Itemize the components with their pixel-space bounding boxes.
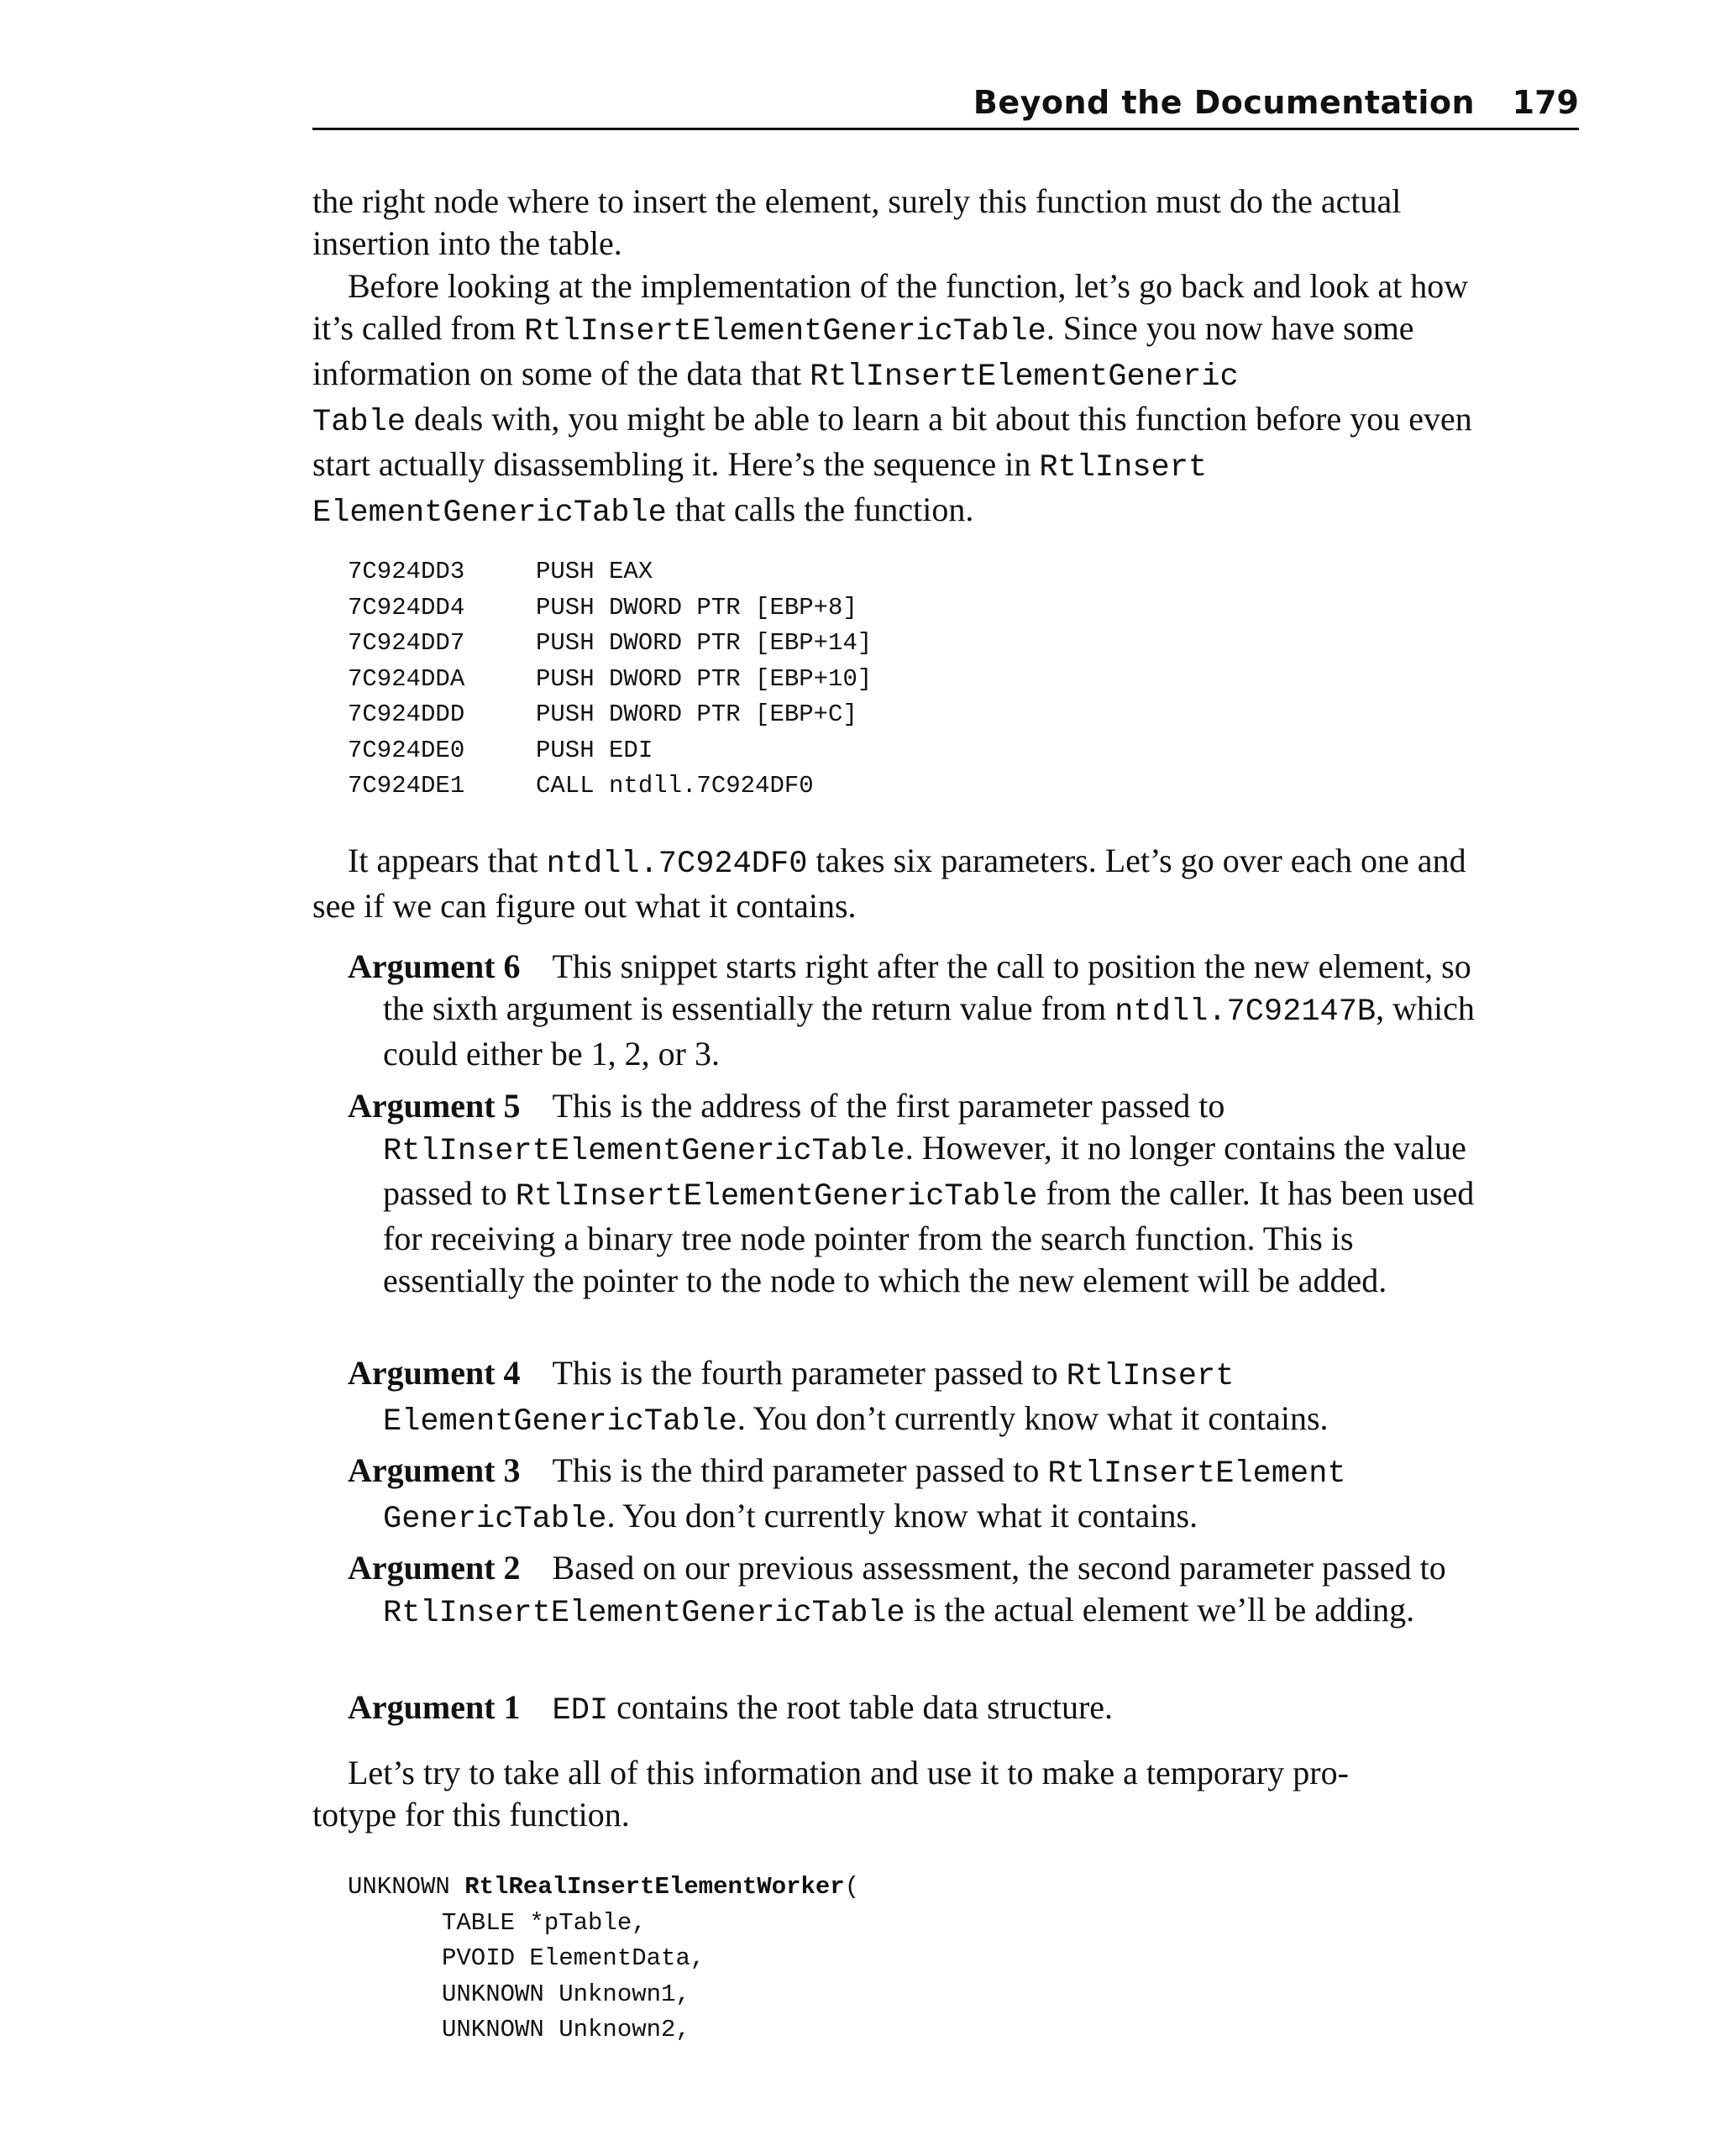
- code-instruction: PUSH DWORD PTR [EBP+C]: [536, 700, 857, 728]
- argument-3-item: [348, 1450, 1500, 1540]
- argument-label: Argument 4: [348, 1354, 521, 1392]
- paragraph-2: [312, 265, 1484, 534]
- argument-text: This is the fourth parameter passed to: [552, 1354, 1067, 1392]
- code-address: 7C924DD4: [348, 593, 465, 622]
- argument-text: , which could either be 1, 2, or 3.: [383, 989, 1475, 1073]
- argument-label: Argument 6: [348, 947, 521, 985]
- argument-4-item: [348, 1352, 1500, 1443]
- disassembly-listing: [348, 554, 872, 805]
- argument-text: This is the third parameter passed to: [552, 1451, 1048, 1489]
- code-line: [348, 590, 872, 627]
- prototype-param: [348, 1977, 859, 2013]
- code-address: 7C924DDA: [348, 664, 465, 693]
- code-instruction: PUSH DWORD PTR [EBP+10]: [536, 664, 873, 693]
- p2-code-1: RtlInsertElementGenericTable: [524, 314, 1046, 349]
- code-line: [348, 554, 872, 590]
- p4-text-2: totype for this function.: [312, 1796, 630, 1833]
- p2-text-1: Before looking at the implementation of the function, let’s go back and look at how it’s called from: [312, 267, 1469, 347]
- code-line: [348, 697, 872, 733]
- argument-code: RtlInsertElement: [1047, 1456, 1346, 1492]
- argument-text: from the caller. It has been used for receiving a binary tree node pointer from the search function. This is essentially the pointer to the node to which the new element will be added.: [383, 1174, 1475, 1299]
- prototype-param: [348, 1941, 859, 1977]
- paragraph-4: [312, 1752, 1484, 1836]
- argument-text: contains the root table data structure.: [608, 1688, 1114, 1726]
- argument-label: Argument 3: [348, 1451, 521, 1489]
- argument-1-item: [348, 1687, 1500, 1732]
- code-instruction: CALL ntdll.7C924DF0: [536, 772, 814, 800]
- p2-code-2b: Table: [312, 405, 406, 440]
- argument-text: Based on our previous assessment, the second parameter passed to: [552, 1549, 1446, 1587]
- code-line: [348, 662, 872, 698]
- argument-label: Argument 2: [348, 1549, 521, 1587]
- argument-code: GenericTable: [383, 1502, 607, 1537]
- code-address: 7C924DD3: [348, 558, 465, 585]
- argument-2-item: [348, 1547, 1500, 1634]
- argument-label: Argument 5: [348, 1087, 521, 1125]
- code-address: 7C924DE1: [348, 772, 465, 800]
- prototype-return-type: UNKNOWN: [348, 1873, 465, 1901]
- page-number: 179: [1512, 84, 1579, 121]
- p2-code-3a: RtlInsert: [1039, 450, 1208, 485]
- argument-code: RtlInsertElementGenericTable: [383, 1134, 905, 1169]
- p2-code-2a: RtlInsertElementGeneric: [810, 359, 1239, 395]
- p3-text-1: It appears that: [348, 842, 547, 879]
- prototype-param-text: PVOID ElementData,: [442, 1944, 705, 1972]
- prototype-function-name: RtlRealInsertElementWorker: [464, 1873, 845, 1901]
- argument-text: . However, it no longer contains the value passed to: [383, 1129, 1466, 1212]
- prototype-param: [348, 1906, 859, 1942]
- argument-text: This snippet starts right after the call to position the new element, so the sixth argument is essentially the return value from: [383, 947, 1471, 1027]
- argument-6-item: [348, 946, 1500, 1075]
- prototype-param-text: UNKNOWN Unknown2,: [442, 2016, 690, 2043]
- argument-code: EDI: [552, 1693, 609, 1728]
- code-instruction: PUSH DWORD PTR [EBP+14]: [536, 629, 873, 657]
- argument-label: Argument 1: [348, 1688, 521, 1726]
- argument-text: This is the address of the first parameter passed to: [552, 1087, 1225, 1125]
- code-address: 7C924DE0: [348, 736, 465, 764]
- running-header: [312, 81, 1579, 130]
- p3-code-1: ntdll.7C924DF0: [546, 847, 808, 882]
- argument-5-item: [348, 1085, 1500, 1302]
- prototype-open-paren: (: [844, 1873, 860, 1901]
- code-line: [348, 769, 872, 805]
- p3-text-2: takes six parameters. Let’s go over each one and see if we can figure out what it contains.: [312, 842, 1466, 925]
- p2-text-2: . Since you now have some information on some of the data that: [312, 309, 1414, 392]
- p2-text-3: deals with, you might be able to learn a bit about this function before you even start actually disassembling it. Here’s the sequence in: [312, 400, 1472, 483]
- code-instruction: PUSH EAX: [536, 558, 653, 585]
- paragraph-3: [312, 840, 1484, 927]
- argument-code: ntdll.7C92147B: [1114, 994, 1377, 1030]
- argument-text: . You don’t currently know what it contains.: [606, 1497, 1198, 1534]
- paragraph-1-text: the right node where to insert the element, surely this function must do the actual insertion into the table.: [312, 182, 1402, 262]
- argument-code: RtlInsert: [1066, 1359, 1235, 1394]
- code-address: 7C924DD7: [348, 629, 465, 657]
- prototype-signature: [348, 1870, 859, 1906]
- prototype-param: [348, 2012, 859, 2048]
- p2-text-4: that calls the function.: [666, 490, 974, 528]
- code-line: [348, 733, 872, 769]
- argument-text: . You don’t currently know what it contains.: [737, 1399, 1329, 1437]
- prototype-listing: [348, 1870, 859, 2048]
- paragraph-1: [312, 181, 1484, 265]
- argument-code: ElementGenericTable: [383, 1404, 737, 1440]
- argument-text: is the actual element we’ll be adding.: [905, 1591, 1415, 1629]
- argument-code: RtlInsertElementGenericTable: [383, 1596, 905, 1631]
- prototype-param-text: TABLE *pTable,: [442, 1908, 647, 1937]
- code-line: [348, 626, 872, 662]
- code-address: 7C924DDD: [348, 700, 465, 728]
- header-title: Beyond the Documentation: [973, 84, 1475, 121]
- p4-text-1: Let’s try to take all of this information and use it to make a temporary pro-: [348, 1754, 1349, 1791]
- code-instruction: PUSH EDI: [536, 736, 653, 764]
- p2-code-3b: ElementGenericTable: [312, 496, 667, 531]
- code-instruction: PUSH DWORD PTR [EBP+8]: [536, 593, 857, 622]
- argument-code: RtlInsertElementGenericTable: [515, 1179, 1038, 1214]
- prototype-param-text: UNKNOWN Unknown1,: [442, 1980, 690, 2008]
